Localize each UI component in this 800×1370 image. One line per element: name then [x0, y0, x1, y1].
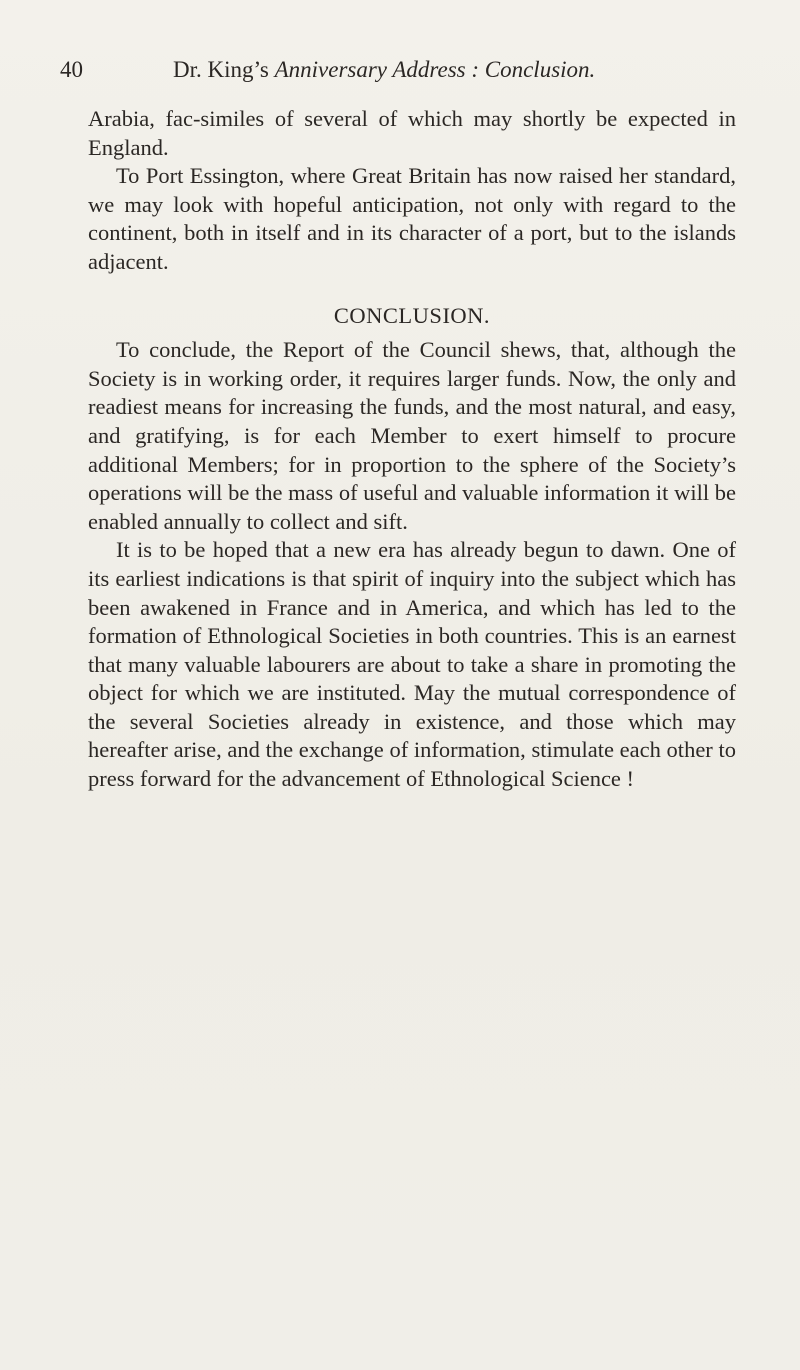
paragraph-new-era: It is to be hoped that a new era has already begun to dawn. One of its earliest indications is that spirit of inquiry into the subject which has been awakened in France and in America, and which has led to the formation of Ethnological Societies in both countries. This is an earnest that many valuable labourers are about to take a share in promoting the object for which we are instituted. May the mutual correspondence of the several Societies already in existence, and those which may hereafter arise, and the exchange of information, stimulate each other to press forward for the advancement of Ethnological Science !: [88, 537, 736, 792]
page-number: 40: [60, 57, 83, 82]
body-text: [88, 105, 736, 794]
section-heading: CONCLUSION.: [333, 302, 491, 328]
running-head: [60, 50, 750, 90]
paragraph-port-essington: To Port Essington, where Great Britain has now raised her standard, we may look with hopeful anticipation, not only with regard to the continent, both in itself and in its character of a port, but to the islands adjacent.: [88, 163, 736, 274]
paragraph-continuation: Arabia, fac-similes of several of which may shortly be expected in England.: [88, 106, 736, 160]
running-head-title: [173, 50, 595, 90]
paragraph-conclude: To conclude, the Report of the Council shews, that, although the Society is in working order, it requires larger funds. Now, the only and readiest means for increasing the funds, and the most natural, and easy, and gratifying, is for each Member to exert himself to procure additional Members; for in proportion to the sphere of the Society’s operations will be the mass of useful and valuable information it will be enabled annually to collect and sift.: [88, 337, 736, 534]
running-head-author: Dr. King’s: [173, 57, 269, 82]
running-head-italic-title: Anniversary Address : Conclusion.: [274, 57, 596, 82]
